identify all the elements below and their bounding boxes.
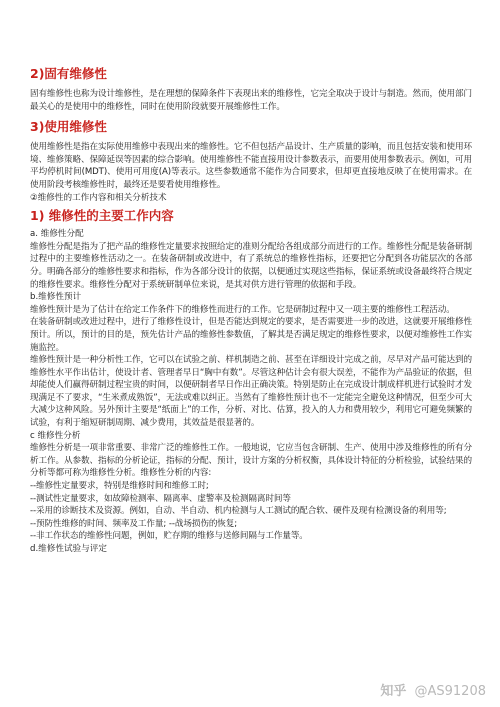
- section-title-main-work: 1) 维修性的主要工作内容: [30, 208, 174, 224]
- heading-analysis: c 维修性分析: [30, 430, 81, 441]
- paragraph-prediction-1: 维修性预计是为了估计在给定工作条件下的维修性而进行的工作。它是研制过程中又一项主要的维修性工程活动。: [30, 304, 455, 315]
- heading-prediction: b.维修性预计: [30, 292, 82, 303]
- watermark-text: @AS91208: [414, 684, 486, 699]
- list-item: --测试性定量要求，如故障检测率、隔离率、虚警率及检测隔离时间等: [30, 493, 291, 504]
- list-item: --预防性维修的时间、频率及工作量; --战场损伤的恢复;: [30, 518, 238, 529]
- paragraph-inherent-maintainability: 固有维修性也称为设计维修性，是在理想的保障条件下表现出来的维修性，它完全取决于设计与制造。然而，使用部门最关心的是使用中的维修性，同时在使用阶段就要开展维修性工作。: [30, 89, 472, 112]
- subheading-work-content: ②维修性的工作内容和相关分析技术: [30, 192, 167, 203]
- paragraph-allocation: 维修性分配是指为了把产品的维修性定量要求按照给定的准则分配给各组成部分而进行的工作。维修性分配是装备研制过程中的主要维修性活动之一。在装备研制或改进中，有了系统总的维修性指标，还要把它分配到各功能层次的各部分。明确各部分的维修性要求和指标，作为各部分设计的依据，以便通过实现这些指标，保证系统或设备最终符合规定的维修性要求。维修性分配对于系统研制单位来说，是其对供方进行管理的依据和手段。: [30, 241, 472, 290]
- paragraph-prediction-3: 维修性预计是一种分析性工作，它可以在试验之前、样机制造之前、甚至在详细设计完成之前，尽早对产品可能达到的维修性水平作出估计，使设计者、管理者早日“胸中有数”。尽管这种估计会有很大误差，不能作为产品验证的依据，但却能使人们赢得研制过程宝贵的时间，以便研制者早日作出正确决策。特别是防止在完成设计制成样机进行试验时才发现满足不了要求，“生米煮成熟饭”，无法或难以纠正。当然有了维修性预计也不一定能完全避免这种情况，但至少可大大减少这种风险。另外预计主要是“纸面上”的工作，分析、对比、估算，投入的人力和费用较少，利用它可避免频繁的试验，有利于缩短研制周期、减少费用，其效益是很显著的。: [30, 355, 472, 429]
- list-item: --维修性定量要求，特别是维修时间和维修工时;: [30, 481, 209, 492]
- watermark-logo: 知乎: [380, 684, 407, 699]
- list-item: --采用的诊断技术及资源。例如，自动、半自动、机内检测与人工测试的配合软、硬件及现有检测设备的利用等;: [30, 506, 447, 517]
- watermark: [380, 680, 486, 699]
- section-title-operational-maintainability: 3)使用维修性: [30, 119, 107, 135]
- document-page: [30, 66, 472, 556]
- paragraph-prediction-2: 在装备研制或改进过程中，进行了维修性设计，但是否能达到规定的要求，是否需要进一步的改进，这就要开展维修性预计。所以，预计的目的是，预先估计产品的维修性参数值，了解其是否满足规定的维修性要求，以便对维修性工作实施监控。: [30, 317, 472, 353]
- paragraph-analysis: 维修性分析是一项非常重要、非常广泛的维修性工作。一般地说，它应当包含研制、生产、使用中涉及维修性的所有分析工作。从参数、指标的分析论证，指标的分配、预计，设计方案的分析权衡，具体设计特征的分析检验，试验结果的分析等都可称为维修性分析。维修性分析的内容:: [30, 443, 472, 479]
- heading-allocation: a. 维修性分配: [30, 229, 84, 240]
- paragraph-operational-maintainability: 使用维修性是指在实际使用维修中表现出来的维修性。它不但包括产品设计、生产质量的影响，而且包括安装和使用环境、维修策略、保障延误等因素的综合影响。使用维修性不能直接用设计参数表示，而要用使用参数表示。例如，可用平均停机时间(MDT)、使用可用度(A)等表示。这些参数通常不能作为合同要求，但却更直接地反映了在使用需求。在使用阶段考核维修性时，最终还是要看使用维修性。: [30, 142, 472, 190]
- heading-test-evaluation: d.维修性试验与评定: [30, 544, 107, 554]
- list-item: --非工作状态的维修性问题，例如，贮存期的维修与送修间隔与工作量等。: [30, 531, 308, 542]
- section-title-inherent-maintainability: 2)固有维修性: [30, 66, 107, 81]
